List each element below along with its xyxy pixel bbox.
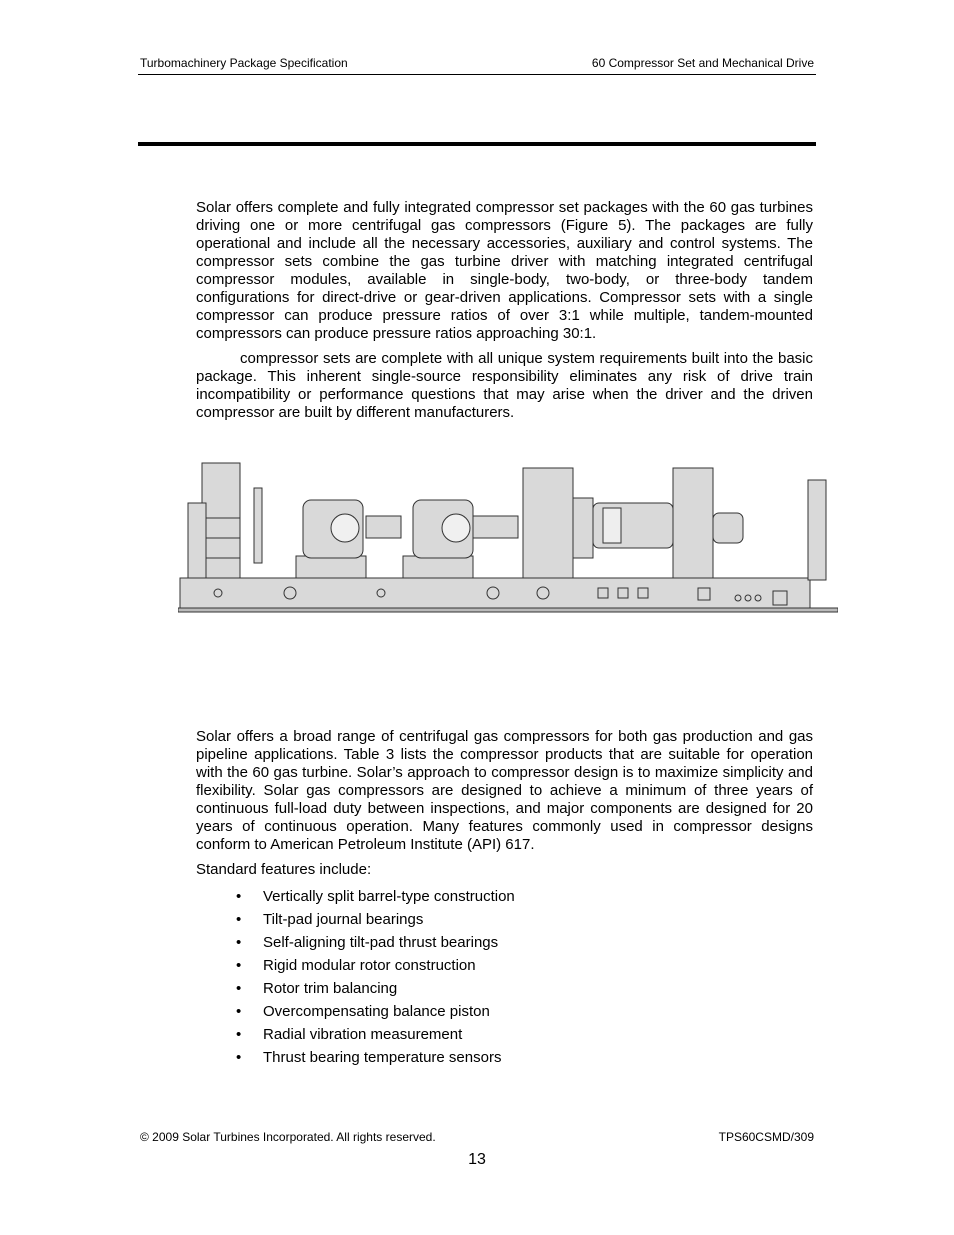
list-item: • Radial vibration measurement [236, 1026, 463, 1043]
bullet-icon: • [236, 980, 242, 997]
bullet-icon: • [236, 934, 242, 951]
page-number: 13 [468, 1151, 486, 1168]
footer-doc-id: TPS60CSMD/309 [718, 1130, 814, 1144]
footer-copyright: © 2009 Solar Turbines Incorporated. All rights reserved. [140, 1130, 436, 1144]
header-title: Turbomachinery Package Specification [140, 56, 348, 70]
list-item: • Thrust bearing temperature sensors [236, 1049, 502, 1066]
paragraph-compressors: Solar offers a broad range of centrifugal gas compressors for both gas production and gas pipeline applications. Table 3 lists the compressor products that are suitable for operation with the 60 gas turbine. Solar’s approach to compressor design is to maximize simplicity and flexibility. Solar gas compressors are designed to achieve a minimum of three years of continuous full-load duty between inspections, and major components are designed for 20 years of continuous operation. Many features commonly used in compressor designs conform to American Petroleum Institute (API) 617. [196, 728, 813, 853]
list-item: • Tilt-pad journal bearings [236, 911, 424, 928]
bullet-icon: • [236, 1003, 242, 1020]
bullet-icon: • [236, 957, 242, 974]
bullet-icon: • [236, 1049, 242, 1066]
compressor-set-illustration [178, 458, 838, 618]
bullet-icon: • [236, 911, 242, 928]
feature-list [236, 887, 515, 1071]
paragraph-single-source: compressor sets are complete with all unique system requirements built into the basic package. This inherent single-source responsibility eliminates any risk of drive train incompatibility or performance questions that may arise when the driver and the driven compressor are built by different manufacturers. [196, 350, 813, 421]
list-item: • Overcompensating balance piston [236, 1003, 490, 1020]
list-item: • Self-aligning tilt-pad thrust bearings [236, 934, 499, 951]
section-rule [138, 142, 816, 146]
list-item: • Rigid modular rotor construction [236, 957, 476, 974]
header-rule [138, 74, 816, 75]
list-item: • Vertically split barrel-type construction [236, 888, 515, 905]
bullet-icon: • [236, 1026, 242, 1043]
header-section: 60 Compressor Set and Mechanical Drive [591, 56, 814, 70]
paragraph-compressor-sets: Solar offers complete and fully integrated compressor set packages with the 60 gas turbines driving one or more centrifugal gas compressors (Figure 5). The packages are fully operational and include all the necessary accessories, auxiliary and control systems. The compressor sets combine the gas turbine driver with matching integrated centrifugal compressor modules, available in single-body, two-body, or three-body tandem configurations for direct-drive or gear-driven applications. Compressor sets with a single compressor can produce pressure ratios of over 3:1 while multiple, tandem-mounted compressors can produce pressure ratios approaching 30:1. [196, 199, 813, 342]
paragraph-standard-features: Standard features include: [196, 861, 372, 878]
list-item: • Rotor trim balancing [236, 980, 398, 997]
bullet-icon: • [236, 888, 242, 905]
